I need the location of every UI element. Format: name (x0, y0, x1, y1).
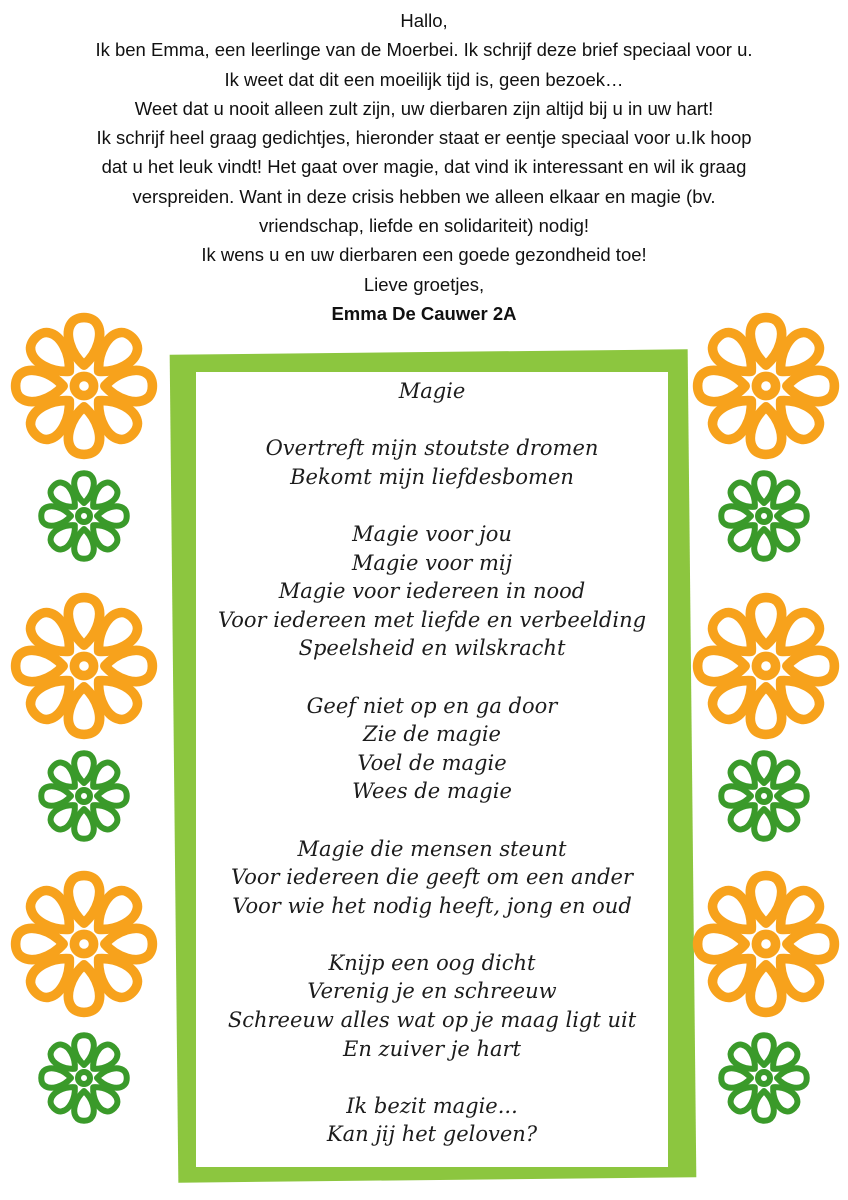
poem-line: Bekomt mijn liefdesbomen (290, 464, 574, 489)
orange-flower-icon (686, 864, 846, 1024)
orange-flower-icon (686, 306, 846, 466)
green-flower-icon (34, 746, 134, 846)
letter-line: Lieve groetjes, (363, 273, 485, 295)
orange-flower-icon (4, 306, 164, 466)
green-flower-icon (714, 746, 814, 846)
poem (196, 377, 668, 1149)
poem-line: Magie die mensen steunt (297, 836, 567, 861)
poem-line (196, 406, 668, 435)
poem-line: Verenig je en schreeuw (307, 979, 557, 1004)
poem-line (196, 1063, 668, 1092)
poem-line: Speelsheid en wilskracht (298, 636, 566, 661)
orange-flower-icon (686, 586, 846, 746)
letter-line: Ik wens u en uw dierbaren een goede gezondheid toe! (201, 244, 647, 266)
letter-line: Hallo, (400, 10, 448, 31)
poem-line: En zuiver je hart (343, 1036, 521, 1061)
letter-line: verspreiden. Want in deze crisis hebben we alleen elkaar en magie (bv. (132, 185, 716, 207)
green-flower-icon (34, 466, 134, 566)
letter-text (0, 6, 848, 328)
poem-line (196, 491, 668, 520)
poem-line: Voor iedereen die geeft om een ander (230, 865, 634, 890)
poem-line: Zie de magie (363, 722, 501, 747)
poem-line: Ik bezit magie... (346, 1093, 518, 1118)
poem-line: Magie voor mij (351, 550, 513, 575)
green-flower-icon (714, 466, 814, 566)
poem-line: Overtreft mijn stoutste dromen (265, 436, 599, 461)
signature: Emma De Cauwer 2A (331, 302, 517, 324)
letter-line: Ik schrijf heel graag gedichtjes, hieronder staat er eentje speciaal voor u.Ik hoop (96, 127, 752, 149)
poem-line: Voor iedereen met liefde en verbeelding (217, 607, 647, 632)
poem-line: Geef niet op en ga door (306, 693, 558, 718)
poem-line: Magie voor iedereen in nood (278, 579, 586, 604)
poem-line: Wees de magie (352, 779, 512, 804)
poem-line (196, 663, 668, 692)
green-flower-icon (714, 1028, 814, 1128)
poem-line: Schreeuw alles wat op je maag ligt uit (227, 1008, 637, 1033)
poem-line: Voel de magie (357, 750, 507, 775)
orange-flower-icon (4, 586, 164, 746)
poem-title: Magie (398, 379, 466, 403)
poem-line: Knijp een oog dicht (328, 950, 536, 975)
letter-line: Ik ben Emma, een leerlinge van de Moerbei. Ik schrijf deze brief speciaal voor u. (95, 39, 753, 61)
poem-line: Voor wie het nodig heeft, jong en oud (232, 893, 632, 918)
orange-flower-icon (4, 864, 164, 1024)
poem-line: Magie voor jou (352, 521, 512, 546)
letter-line: Ik weet dat dit een moeilijk tijd is, geen bezoek… (224, 68, 624, 90)
poem-line (196, 920, 668, 949)
letter-line: Weet dat u nooit alleen zult zijn, uw dierbaren zijn altijd bij u in uw hart! (134, 97, 714, 119)
poem-line: Kan jij het geloven? (326, 1122, 538, 1147)
green-flower-icon (34, 1028, 134, 1128)
letter-line: dat u het leuk vindt! Het gaat over magie, dat vind ik interessant en wil ik graag (101, 156, 747, 178)
letter-line: vriendschap, liefde en solidariteit) nodig! (258, 215, 590, 237)
poem-line (196, 806, 668, 835)
